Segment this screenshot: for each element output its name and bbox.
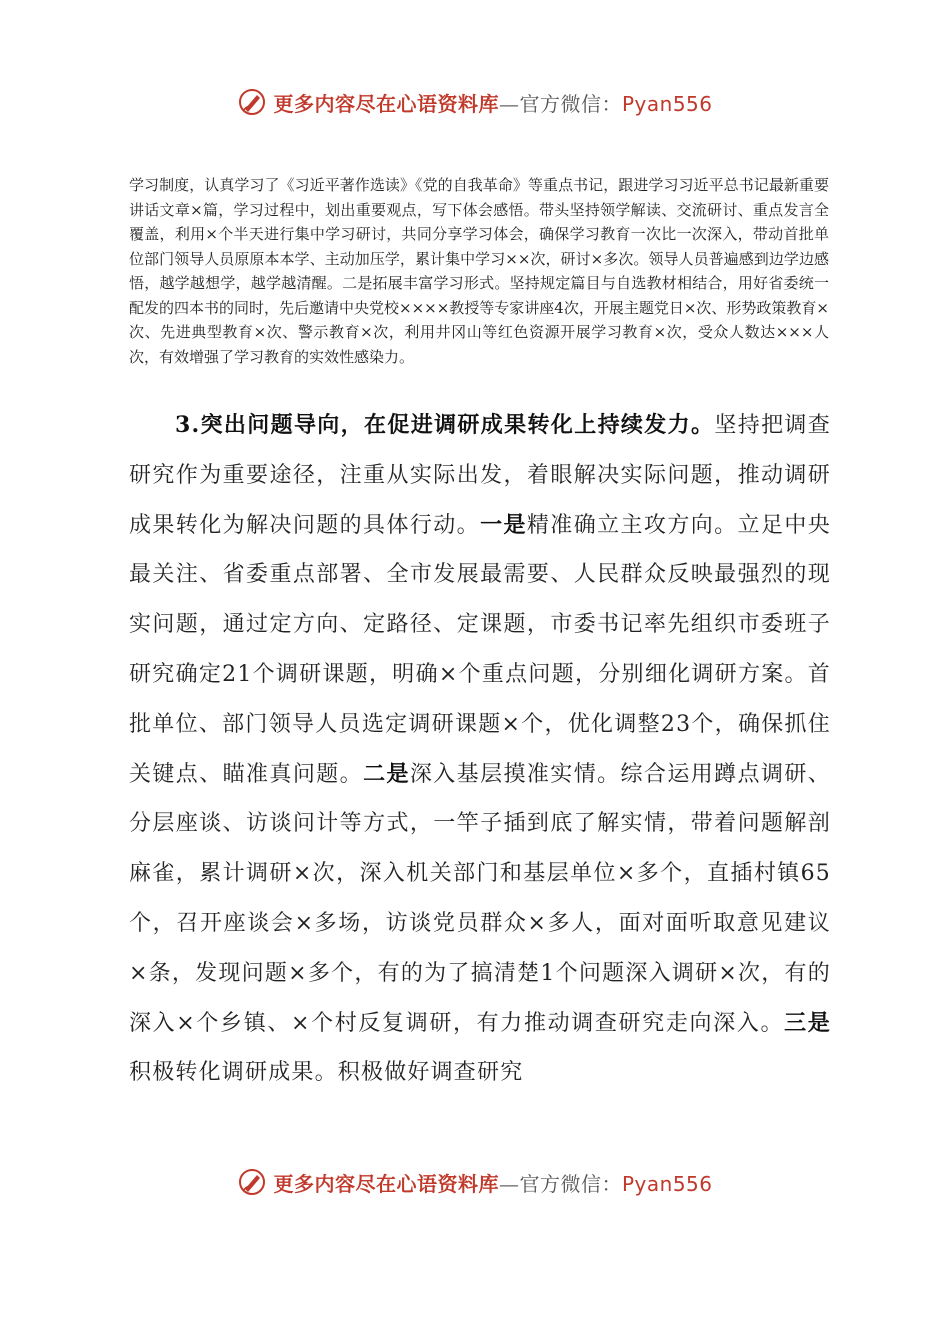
- point-2-text: 深入基层摸准实情。综合运用蹲点调研、分层座谈、访谈问计等方式，一竿子插到底了解实情，带着问题解剖麻雀，累计调研×次，深入机关部门和基层单位×多个，直插村镇65个，召开座谈会×多场，访谈党员群众×多人，面对面听取意见建议×条，发现问题×多个，有的为了搞清楚1个问题深入调研×次，有的深入×个乡镇、×个村反复调研，有力推动调查研究走向深入。: [129, 761, 831, 1036]
- header-banner: [0, 82, 950, 122]
- section-3-paragraph: [129, 401, 831, 1098]
- continued-paragraph: 学习制度，认真学习了《习近平著作选读》《党的自我革命》等重点书记，跟进学习习近平总书记最新重要讲话文章×篇，学习过程中，划出重要观点，写下体会感悟。带头坚持领学解读、交流研讨、重点发言全覆盖，利用×个半天进行集中学习研讨，共同分享学习体会，确保学习教育一次比一次深入，带动首批单位部门领导人员原原本本学、主动加压学，累计集中学习××次，研讨×多次。领导人员普遍感到边学边感悟，越学越想学，越学越清醒。二是拓展丰富学习形式。坚持规定篇目与自选教材相结合，用好省委统一配发的四本书的同时，先后邀请中央党校××××教授等专家讲座4次，开展主题党日×次、形势政策教育×次、先进典型教育×次、警示教育×次，利用井冈山等红色资源开展学习教育×次，受众人数达×××人次，有效增强了学习教育的实效性感染力。: [129, 176, 829, 366]
- banner-wechat-id: Pyan556: [621, 1171, 713, 1196]
- section-3-heading: 3.突出问题导向，在促进调研成果转化上持续发力。: [175, 412, 715, 438]
- banner-dash: —: [498, 91, 520, 116]
- point-3-text: 积极转化调研成果。积极做好调查研究: [129, 1060, 524, 1086]
- banner-brand: 更多内容尽在心语资料库: [273, 91, 499, 116]
- point-2-label: 二是: [363, 760, 410, 787]
- pen-logo-icon: [237, 87, 267, 117]
- banner-dash: —: [498, 1171, 520, 1196]
- footer-banner: [0, 1162, 950, 1202]
- banner-wechat-id: Pyan556: [621, 91, 713, 116]
- banner-text: [273, 1168, 712, 1197]
- point-1-text: 精准确立主攻方向。立足中央最关注、省委重点部署、全市发展最需要、人民群众反映最强烈的现实问题，通过定方向、定路径、定课题，市委书记率先组织市委班子研究确定21个调研课题，明确×个重点问题，分别细化调研方案。首批单位、部门领导人员选定调研课题×个，优化调整23个，确保抓住关键点、瞄准真问题。: [129, 512, 831, 787]
- point-3-label: 三是: [784, 1009, 831, 1036]
- pen-logo-icon: [237, 1167, 267, 1197]
- banner-official: 官方微信：: [519, 1171, 622, 1196]
- section-3-intro: 坚持把调查研究作为重要途径，注重从实际出发，着眼解决实际问题，推动调研成果转化为解决问题的具体行动。: [129, 413, 831, 538]
- banner-official: 官方微信：: [519, 91, 622, 116]
- point-1-label: 一是: [480, 511, 527, 538]
- banner-brand: 更多内容尽在心语资料库: [273, 1171, 499, 1196]
- banner-text: [273, 88, 712, 117]
